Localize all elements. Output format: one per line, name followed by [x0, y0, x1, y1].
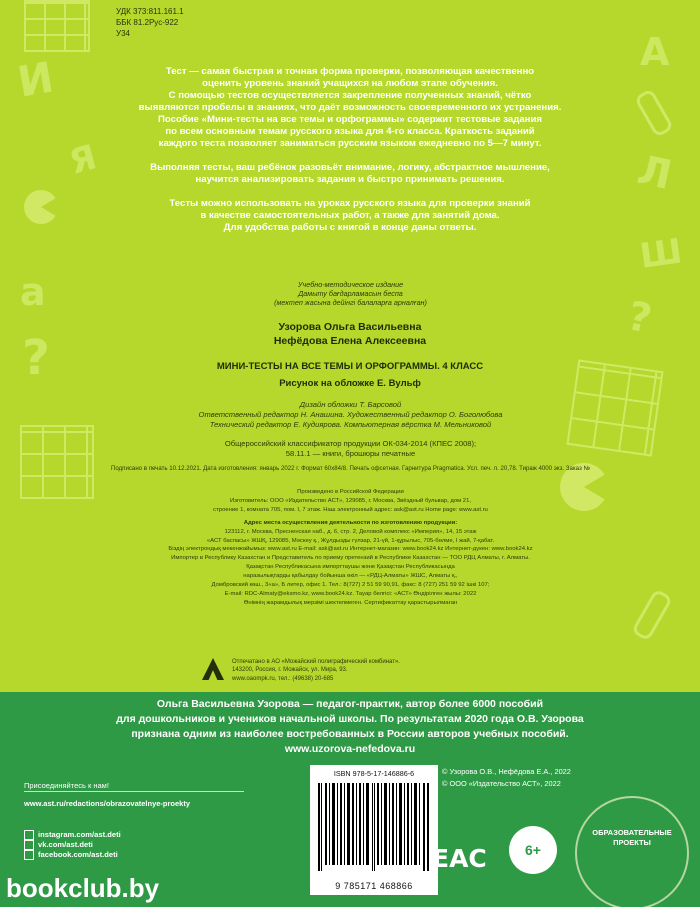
- deco-letter: ?: [623, 293, 656, 343]
- manufacturer-line: 123112, г. Москва, Пресненская наб., д. 6, стр. 2, Деловой комплекс «Империя», 14, 15 этаж: [224, 528, 477, 535]
- join-link[interactable]: www.ast.ru/redactions/obrazovatelnye-proekty: [24, 799, 191, 808]
- book-title: МИНИ-ТЕСТЫ НА ВСЕ ТЕМЫ И ОРФОГРАММЫ. 4 КЛАСС: [216, 361, 484, 372]
- educational-projects-seal: [575, 796, 689, 907]
- description-line: по всем основным темам русского языка для 4-го класса. Краткость заданий: [165, 126, 535, 137]
- deco-pacman-icon: [24, 190, 58, 224]
- classification-codes: [116, 6, 184, 39]
- printer-info: [232, 658, 482, 683]
- manufacturer-line: Изготовитель: ООО «Издательство АСТ», 129085, г. Москва, Звёздный бульвар, дом 21,: [230, 497, 471, 504]
- deco-grid-icon: [20, 425, 94, 499]
- barcode: [310, 765, 438, 895]
- manufacturer-info: [88, 488, 613, 608]
- facebook-icon: [24, 850, 34, 860]
- about-author-line: для дошкольников и учеников начальной школы. По результатам 2020 года О.В. Узорова: [116, 713, 584, 725]
- deco-letter: а: [20, 270, 46, 314]
- deco-paperclip-icon: [631, 588, 673, 641]
- edition-type-line: Дамыту бағдарламасын беспа: [298, 289, 403, 298]
- printer-line: www.oaompk.ru, тел.: (49638) 20-685: [232, 675, 334, 682]
- manufacturer-line: Импортер в Республику Казахстан и Представитель по приему претензий в Республике Казахстан — ТОО РДЦ Алматы, г. Алматы.: [171, 555, 530, 562]
- vk-icon: [24, 840, 34, 850]
- author-mark: У34: [116, 29, 130, 38]
- edition-type-line: (мектеп жасына дейінгі балаларға арналған): [274, 298, 427, 307]
- classifier: [88, 439, 613, 459]
- description-line: научится анализировать задания и быстро принимать решения.: [195, 174, 505, 185]
- eac-mark-icon: EAC: [432, 844, 487, 873]
- author-name: Узорова Ольга Васильевна: [278, 321, 422, 333]
- social-links: [24, 830, 121, 860]
- printer-line: Отпечатано в АО «Можайский полиграфический комбинат».: [232, 659, 400, 665]
- edition-type-line: Учебно-методическое издание: [297, 280, 404, 289]
- copyright-line: © Узорова О.В., Нефёдова Е.А., 2022: [442, 767, 571, 776]
- description-line: Для удобства работы с книгой в конце даны ответы.: [223, 222, 477, 233]
- description-line: Выполняя тесты, ваш ребёнок разовьёт внимание, логику, абстрактное мышление,: [150, 162, 550, 173]
- about-author-line: признана одним из наиболее востребованных в России авторов учебных пособий.: [131, 728, 569, 740]
- manufacturer-line: Біздің электрондық мекенжайымыз: www.ast.ru E-mail: ask@ast.ru Интернет-магазин: www.book24.kz Интернет-дүкен: www.book24.kz: [168, 546, 533, 553]
- join-title: Присоединяйтесь к нам!: [24, 780, 244, 792]
- barcode-lines: [318, 783, 430, 871]
- classifier-line: Общероссийский классификатор продукции ОК-034-2014 (КПЕС 2008);: [224, 439, 477, 448]
- manufacturer-line: наразылықтарды қабылдау бойынша өкіл — «РДЦ-Алматы» ЖШС, Алматы қ.,: [243, 573, 458, 580]
- manufacturer-line: Домбровский көш., 3«а», Б литер, офис 1. Тел.: 8(727) 2 51 59 90,91, факс: 8 (727) 251 59 92 ішкі 107;: [211, 582, 490, 589]
- bbk-code: ББК 81.2Рус-922: [116, 18, 179, 27]
- manufacturer-line: Адрес места осуществления деятельности по изготовлению продукции:: [243, 519, 458, 526]
- deco-letter: Ш: [637, 231, 685, 277]
- manufacturer-line: Өнімнің жарамдылық мерзімі шектелмеген. Сертификаттау қарастырылмаған: [243, 599, 458, 606]
- udk-code: УДК 373:811.161.1: [116, 7, 184, 16]
- author-website-link[interactable]: www.uzorova-nefedova.ru: [284, 743, 416, 755]
- deco-letter: А: [640, 30, 670, 74]
- manufacturer-line: Қазақстан Республикасына импорттаушы және Қазақстан Республикасында: [246, 564, 455, 571]
- deco-paperclip-icon: [634, 88, 674, 138]
- description-line: Пособие «Мини-тесты на все темы и орфограммы» содержит тестовые задания: [158, 114, 542, 125]
- print-details: Подписано в печать 10.12.2021. Дата изготовления: январь 2022 г. Формат 60x84/8. Печать офсетная. Гарнитура Pragmatica. Усл. печ. л. 20,78. Тираж 4000 экз. Заказ №: [110, 465, 591, 472]
- manufacturer-line: E-mail: RDC-Almaty@eksmo.kz, www.book24.kz. Тауар белгісі: «АСТ» Өндірілген жылы: 2022: [224, 590, 477, 597]
- credit-line: Дизайн обложки Т. Барсовой: [299, 400, 402, 409]
- credit-line: Технический редактор Е. Кудиярова. Компьютерная вёрстка М. Мельниковой: [209, 420, 492, 429]
- classifier-line: 58.11.1 — книги, брошюры печатные: [285, 449, 416, 458]
- printer-line: 143200, Россия, г. Можайск, ул. Мира, 93.: [232, 667, 348, 674]
- instagram-icon: [24, 830, 34, 840]
- description-line: Тест — самая быстрая и точная форма проверки, позволяющая качественно: [165, 66, 535, 77]
- barcode-number: 9 785171 468866: [335, 881, 413, 891]
- manufacturer-line: «АСТ баспасы» ЖШҚ, 129085, Мәскеу қ., Жұлдызды гүлзар, 21-үй, 1-құрылыс, 705-бөлме, I жай, 7-қабат.: [206, 537, 495, 544]
- social-link[interactable]: facebook.com/ast.deti: [24, 850, 121, 860]
- cover-art-credit: Рисунок на обложке Е. Вульф: [279, 378, 421, 389]
- description-line: каждого теста позволяет заниматься русским языком ежедневно по 5—7 минут.: [158, 138, 542, 149]
- edition-type: [88, 280, 613, 307]
- credits: [88, 400, 613, 430]
- copyright-line: © ООО «Издательство АСТ», 2022: [442, 779, 561, 788]
- description-line: оценить уровень знаний учащихся на любом этапе обучения.: [202, 78, 498, 89]
- credit-line: Ответственный редактор Н. Анашина. Художественный редактор О. Боголюбова: [198, 410, 503, 419]
- manufacturer-line: строение 1, комната 705, пом. I, 7 этаж. Наш электронный адрес: ask@ast.ru Home page: www.ast.ru: [213, 506, 488, 513]
- copyright: [442, 766, 692, 790]
- description: [72, 66, 628, 234]
- author-name: Нефёдова Елена Алексеевна: [273, 335, 427, 347]
- ast-logo-icon: [202, 658, 224, 680]
- manufacturer-line: Произведено в Российской Федерации: [297, 489, 404, 495]
- deco-letter: Я: [65, 137, 101, 183]
- description-line: в качестве самостоятельных работ, а также для занятий дома.: [200, 210, 500, 221]
- isbn-text: ISBN 978-5-17-146886-6: [333, 769, 415, 778]
- description-line: Тесты можно использовать на уроках русского языка для проверки знаний: [169, 198, 531, 209]
- about-author: [35, 697, 665, 757]
- deco-letter: И: [14, 52, 58, 107]
- description-line: С помощью тестов осуществляется закрепление полученных знаний, чётко: [168, 90, 532, 101]
- bookclub-watermark: bookclub.by: [6, 873, 160, 903]
- deco-letter: Л: [633, 147, 676, 199]
- social-link[interactable]: vk.com/ast.deti: [24, 840, 121, 850]
- authors: [120, 320, 580, 348]
- seal-text: ОБРАЗОВАТЕЛЬНЫЕ ПРОЕКТЫ: [592, 828, 672, 847]
- deco-grid-icon: [24, 0, 90, 52]
- age-rating-badge: 6+: [509, 826, 557, 874]
- join-us: [24, 780, 274, 809]
- social-link[interactable]: instagram.com/ast.deti: [24, 830, 121, 840]
- about-author-line: Ольга Васильевна Узорова — педагог-практик, автор более 6000 пособий: [156, 698, 544, 710]
- description-line: выявляются пробелы в знаниях, что даёт возможность своевременного их устранения.: [138, 102, 562, 113]
- deco-letter: ?: [22, 330, 50, 386]
